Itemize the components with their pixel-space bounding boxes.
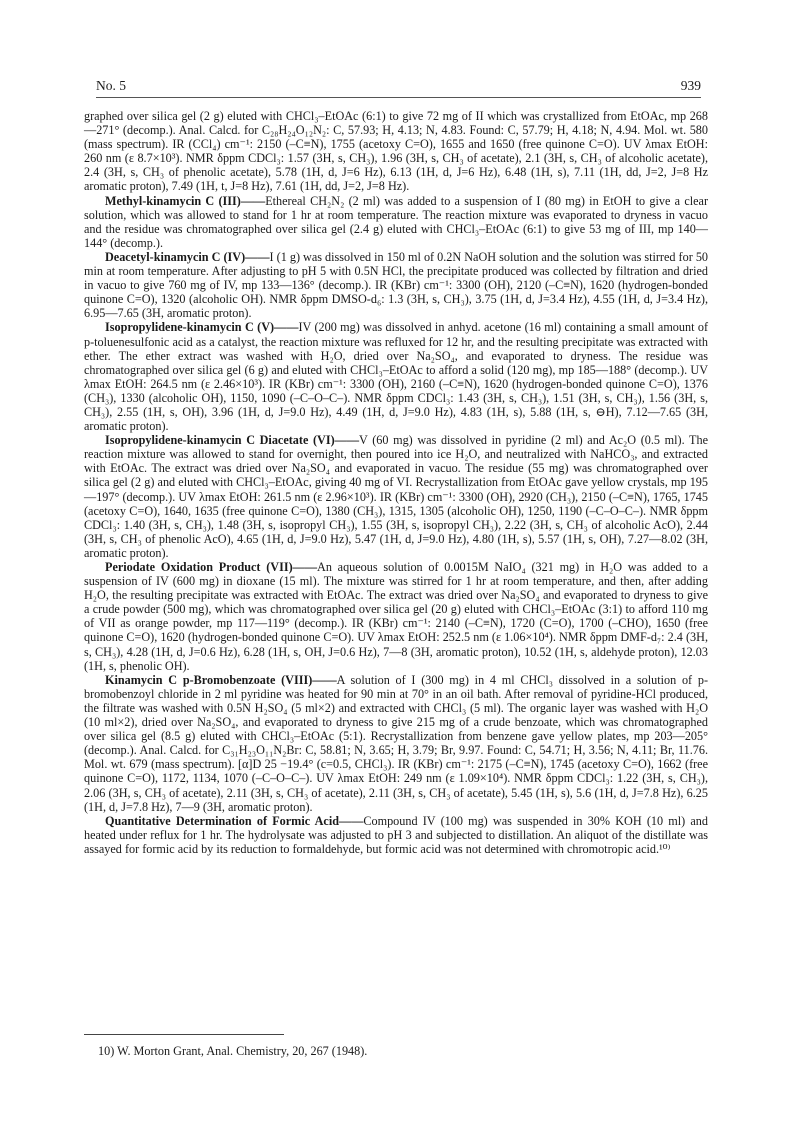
header-rule: [96, 97, 701, 98]
paragraph-heading: Periodate Oxidation Product (VII)——: [105, 560, 318, 574]
paragraph: Isopropylidene-kinamycin C Diacetate (VI)——V (60 mg) was dissolved in pyridine (2 ml) and Ac₂O (0.5 ml). The reaction mixture was allowed to stand for overnight, then poured into ice H₂O, and neutralized with NaHCO₃, and extracted with EtOAc. The extract was dried over Na₂SO₄ and evaporated in vacuo. The residue (55 mg) was chromatographed over silica gel (2 g) and eluted with CHCl₃–EtOAc, giving 40 mg of VI. Recrystallization from EtOAc gave yellow crystals, mp 195—197° (decomp.). UV λmax EtOH: 261.5 nm (ε 2.96×10³). IR (KBr) cm⁻¹: 3300 (OH), 2920 (CH₃), 2150 (–C≡N), 1765, 1745 (acetoxy C=O), 1640, 1635 (free quinone C=O), 1380 (CH₃), 1315, 1305 (alcoholic OH), 1250, 1190 (–C–O–C–). NMR δppm CDCl₃: 1.40 (3H, s, CH₃), 1.48 (3H, s, isopropyl CH₃), 1.55 (3H, s, isopropyl CH₃), 2.22 (3H, s, CH₃ of alcoholic AcO), 2.44 (3H, s, CH₃ of phenolic AcO), 4.65 (1H, d, J=9.0 Hz), 5.47 (1H, d, J=9.0 Hz), 4.80 (1H, s), 5.57 (1H, s, OH), 7.27—8.02 (3H, aromatic proton).: [84, 433, 708, 560]
footnote-rule: [84, 1034, 284, 1035]
paragraph: Kinamycin C p-Bromobenzoate (VIII)——A solution of I (300 mg) in 4 ml CHCl₃ dissolved in a solution of p-bromobenzoyl chloride in 2 ml pyridine was heated for 90 min at 70° in an oil bath. After removal of pyridine-HCl produced, the filtrate was washed with 0.5N H₂SO₄ (5 ml×2) and extracted with CHCl₃ (5 ml). The organic layer was washed with H₂O (10 ml×2), dried over Na₂SO₄, and evaporated to dryness to give 215 mg of a crude benzoate, which was chromatographed over silica gel (8.5 g) eluted with CHCl₃–EtOAc (5:1). Recrystallization from benzene gave yellow plates, mp 203—205° (decomp.). Anal. Calcd. for C₃₁H₂₃O₁₁N₂Br: C, 58.81; N, 3.65; H, 3.79; Br, 9.97. Found: C, 54.71; H, 3.56; N, 4.11; Br, 11.76. Mol. wt. 679 (mass spectrum). [α]D 25 −19.4° (c=0.5, CHCl₃). IR (KBr) cm⁻¹: 2175 (–C≡N), 1745 (acetoxy C=O), 1662 (free quinone C=O), 1172, 1134, 1070 (–C–O–C–). UV λmax EtOH: 249 nm (ε 1.09×10⁴). NMR δppm CDCl₃: 1.22 (3H, s, CH₃), 2.06 (3H, s, CH₃ of acetate), 2.11 (3H, s, CH₃ of acetate), 2.11 (3H, s, CH₃ of acetate), 5.45 (1H, s), 5.6 (1H, d, J=7.8 Hz), 6.25 (1H, d, J=7.8 Hz), 7—9 (3H, aromatic proton).: [84, 672, 709, 814]
paragraph-heading: Quantitative Determination of Formic Acid——: [105, 813, 364, 828]
paragraph: Methyl-kinamycin C (III)——Ethereal CH₂N₂ (2 ml) was added to a suspension of I (80 mg) in EtOH to give a clear solution, which was allowed to stand for 1 hr at room temperature. The reaction mixture was evaporated to dryness in vacuo and the residue was chromatographed over silica gel (2.4 g) eluted with CHCl₃–EtOAc (6:1) to give 53 mg of III, mp 140—144° (decomp.).: [84, 193, 708, 250]
paragraph: Deacetyl-kinamycin C (IV)——I (1 g) was dissolved in 150 ml of 0.2N NaOH solution and the solution was stirred for 50 min at room temperature. After adjusting to pH 5 with 0.5N HCl, the precipitate produced was collected by filtration and dried in vacuo to give 760 mg of IV, mp 133—136° (decomp.). IR (KBr) cm⁻¹: 3300 (OH), 2120 (–C≡N), 1620 (hydrogen-bonded quinone C=O), 1320 (alcoholic OH). NMR δppm DMSO-d₆: 1.3 (3H, s, CH₃), 3.75 (1H, d, J=3.4 Hz), 4.55 (1H, d, J=3.4 Hz), 6.95—7.65 (3H, aromatic proton).: [84, 249, 709, 321]
paragraph: Periodate Oxidation Product (VII)——An aqueous solution of 0.0015M NaIO₄ (321 mg) in H₂O was added to a suspension of IV (600 mg) in dioxane (15 ml). The mixture was stirred for 1 hr at room temperature, and then, after adding H₂O, the resulting precipitate was extracted with EtOAc. The extract was dried over Na₂SO₄ and evaporated to dryness to give a crude powder (500 mg), which was chromatographed over silica gel (20 g) eluted with CHCl₃–EtOAc (3:1) to afford 110 mg of VII as orange powder, mp 117—119° (decomp.). IR (KBr) cm⁻¹: 2140 (–C≡N), 1720 (C=O), 1700 (–CHO), 1650 (free quinone C=O), 1620 (hydrogen-bonded quinone C=O). UV λmax EtOH: 252.5 nm (ε 1.06×10⁴). NMR δppm DMF-d₇: 2.4 (3H, s, CH₃), 4.28 (1H, d, J=0.6 Hz), 6.28 (1H, s, OH, J=0.6 Hz), 7—8 (3H, aromatic proton), 10.52 (1H, s, aldehyde proton), 12.03 (1H, s, phenolic OH).: [84, 560, 708, 673]
paragraph: graphed over silica gel (2 g) eluted with CHCl₃–EtOAc (6:1) to give 72 mg of II which was crystallized from EtOAc, mp 268—271° (decomp.). Anal. Calcd. for C₂₈H₂₄O₁₂N₂: C, 57.93; H, 4.13; N, 4.83. Found: C, 57.79; H, 4.18; N, 4.94. Mol. wt. 580 (mass spectrum). IR (CCl₄) cm⁻¹: 2150 (–C≡N), 1755 (acetoxy C=O), 1655 and 1650 (free quinone C=O). UV λmax EtOH: 260 nm (ε 8.7×10³). NMR δppm CDCl₃: 1.57 (3H, s, CH₃), 1.96 (3H, s, CH₃ of acetate), 2.1 (3H, s, CH₃ of alcoholic acetate), 2.4 (3H, s, CH₃ of phenolic acetate), 5.78 (1H, d, J=6 Hz), 6.13 (1H, d, J=6 Hz), 6.48 (1H, s), 7.11 (1H, dd, J=2, J=8 Hz aromatic proton), 7.49 (1H, t, J=8 Hz), 7.61 (1H, dd, J=2, J=8 Hz).: [84, 109, 708, 194]
page-number: 939: [680, 78, 701, 93]
paragraph: Isopropylidene-kinamycin C (V)——IV (200 mg) was dissolved in anhyd. acetone (16 ml) containing a small amount of p-toluenesulfonic acid as a catalyst, the reaction mixture was refluxed for 12 hr, and the resulting precipitate was extracted with ether. The ether extract was washed with H₂O, dried over Na₂SO₄, and evaporated to dryness. The residue was chromatographed over silica gel (6 g) and eluted with CHCl₃–EtOAc to afford a solid (120 mg), mp 185—188° (decomp.). UV λmax EtOH: 264.5 nm (ε 2.46×10³). IR (KBr) cm⁻¹: 3300 (OH), 2160 (–C≡N), 1620 (hydrogen-bonded quinone C=O), 1376 (CH₃), 1330 (alcoholic OH), 1150, 1090 (–C–O–C–). NMR δppm CDCl₃: 1.43 (3H, s, CH₃), 1.51 (3H, s, CH₃), 1.56 (3H, s, CH₃), 2.55 (1H, s, OH), 3.96 (1H, d, J=9.0 Hz), 4.49 (1H, d, J=9.0 Hz), 4.83 (1H, s), 5.88 (1H, s, ⊖H), 7.12—7.65 (3H, aromatic proton).: [84, 320, 708, 434]
paragraph-heading: Deacetyl-kinamycin C (IV)——: [105, 249, 270, 264]
paragraph-heading: Kinamycin C p-Bromobenzoate (VIII)——: [105, 672, 337, 687]
paragraph: Quantitative Determination of Formic Acid——Compound IV (100 mg) was suspended in 30% KOH (10 ml) and heated under reflux for 1 hr. The hydrolysate was adjusted to pH 3 and subjected to distillation. An aliquot of the distillate was assayed for formic acid by its reduction to formaldehyde, but formic acid was not determined with chromotropic acid.¹⁰⁾: [84, 813, 708, 856]
paragraph-heading: Isopropylidene-kinamycin C Diacetate (VI)——: [105, 433, 360, 448]
paragraph-heading: Methyl-kinamycin C (III)——: [105, 193, 266, 208]
paragraph-heading: Isopropylidene-kinamycin C (V)——: [105, 320, 299, 335]
experimental-section: [84, 109, 708, 856]
footnote: 10) W. Morton Grant, Anal. Chemistry, 20, 267 (1948).: [98, 1044, 368, 1058]
journal-issue-number: No. 5: [96, 78, 126, 93]
